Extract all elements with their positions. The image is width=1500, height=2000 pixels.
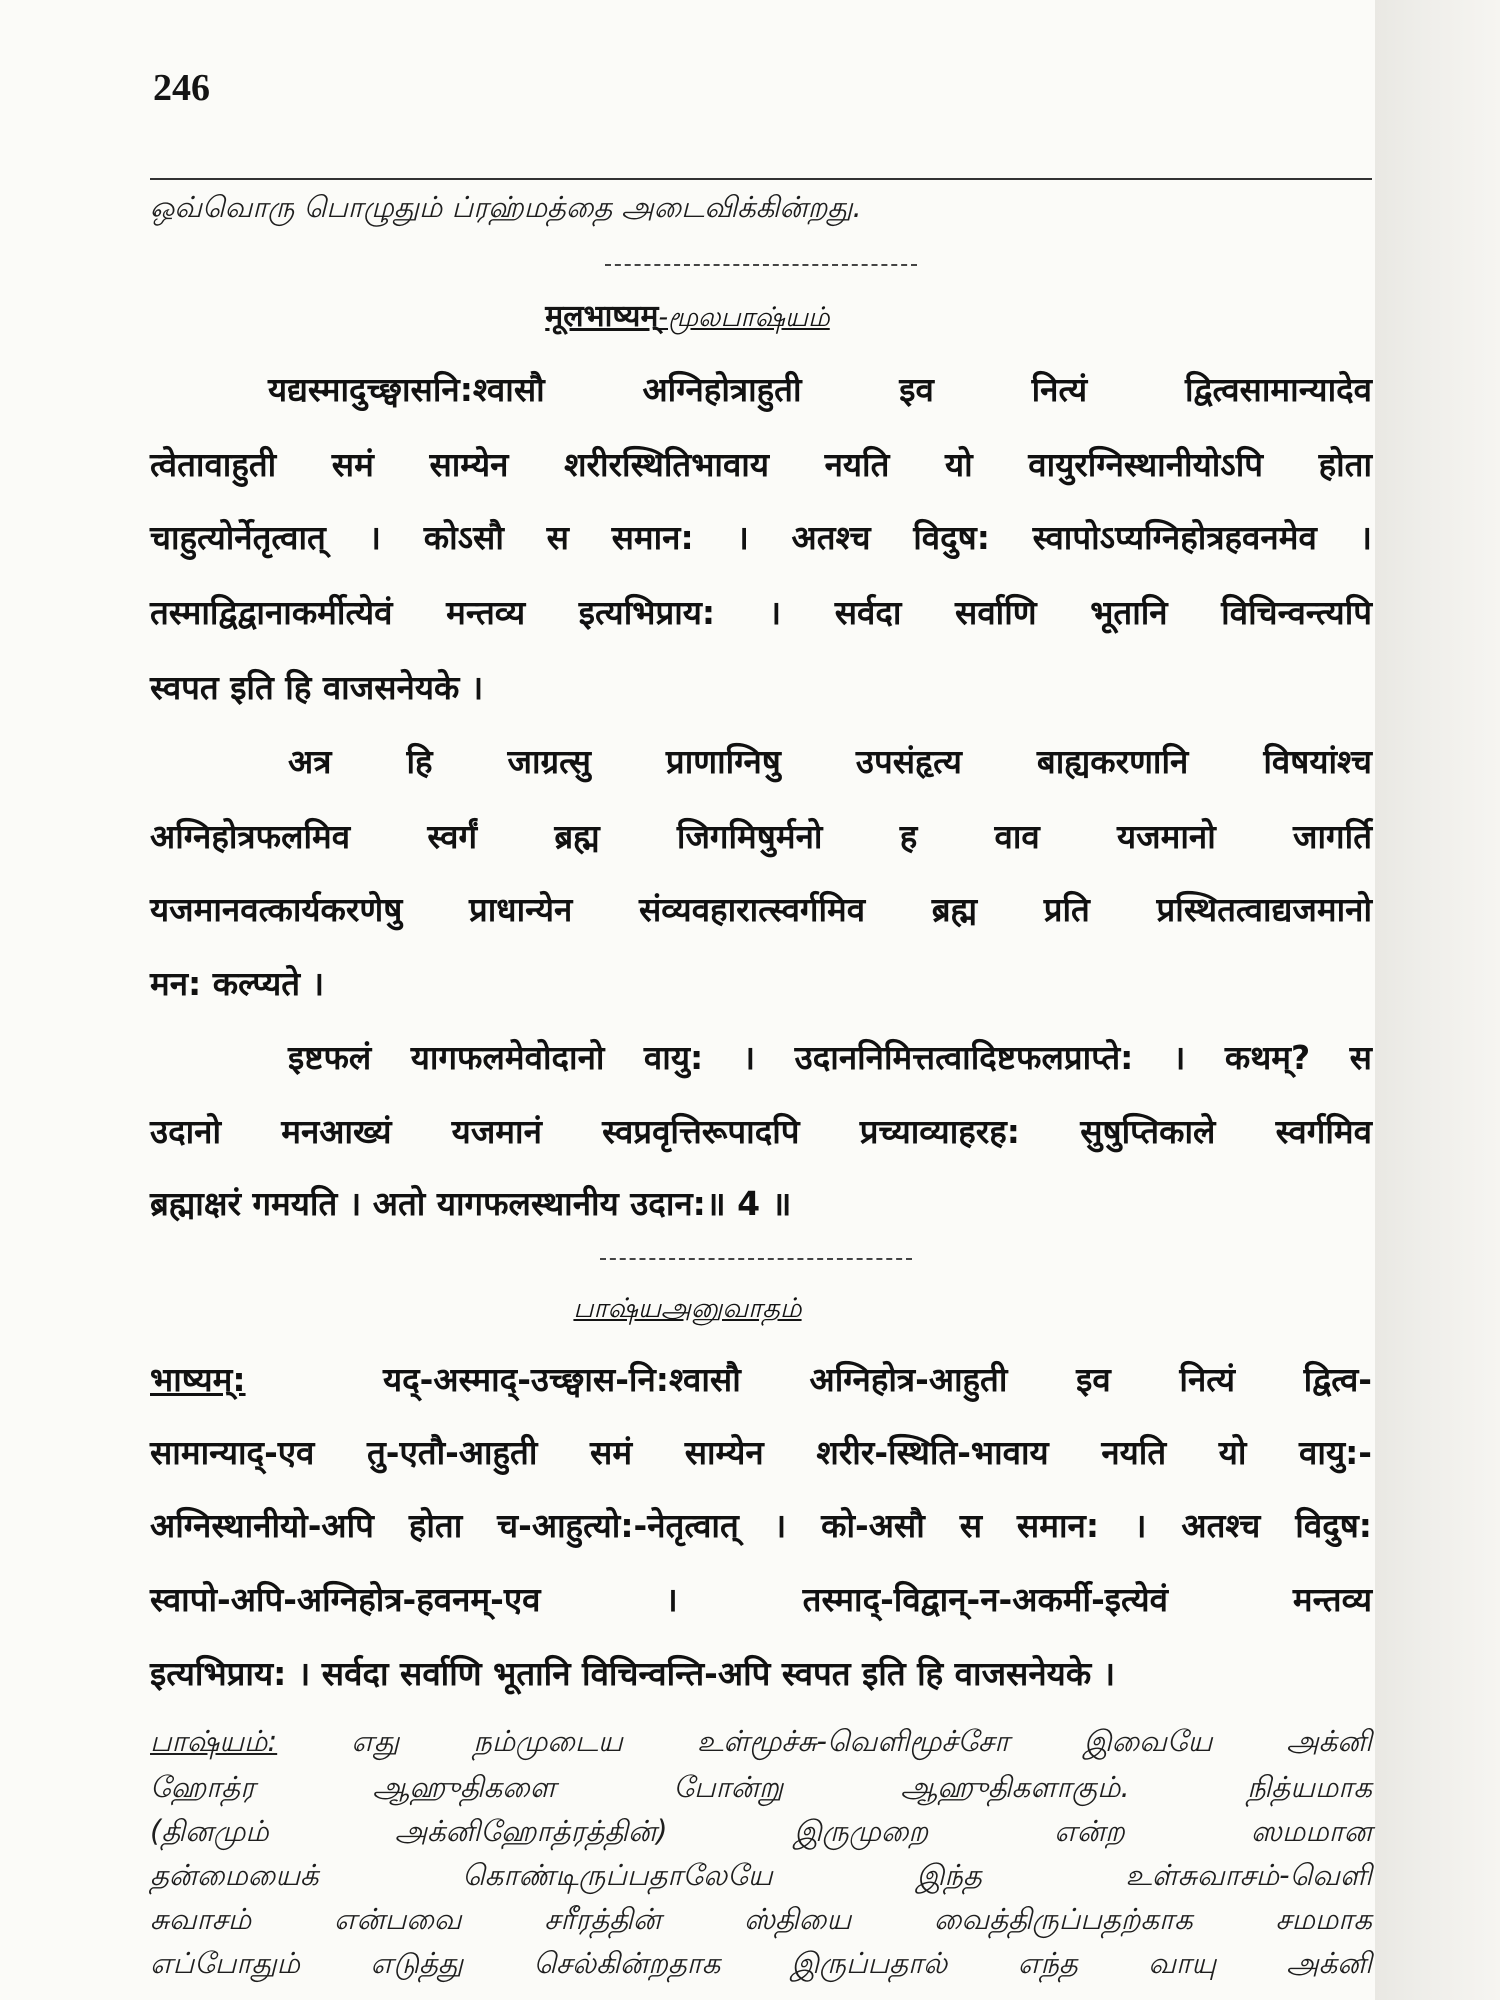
sanskrit-line: यजमानवत्कार्यकरणेषु प्राधान्येन संव्यवहारात्स्वर्गमिव ब्रह्म प्रति प्रस्थितत्वाद्यजमानो (150, 890, 1372, 929)
tamil-bhashyam-label: பாஷ்யம்: (150, 1724, 278, 1758)
sanskrit-line: अत्र हि जाग्रत्सु प्राणाग्निषु उपसंहृत्य बाह्यकरणानि विषयांश्च (288, 742, 1372, 781)
sanskrit-line: मन: कल्प्यते । (150, 964, 325, 1003)
tamil-line: தன்மையைக் கொண்டிருப்பதாலேயே இந்த உள்சுவாசம்-வெளி (150, 1858, 1372, 1892)
sanskrit-split-line: स्वापो-अपि-अग्निहोत्र-हवनम्-एव । तस्माद्-विद्वान्-न-अकर्मी-इत्येवं मन्तव्य (150, 1580, 1372, 1619)
bhashyam-label: भाष्यम्: (150, 1360, 246, 1399)
sanskrit-line: स्वपत इति हि वाजसनेयके । (150, 668, 484, 707)
tamil-line: சுவாசம் என்பவை சரீரத்தின் ஸ்தியை வைத்திருப்பதற்காக சமமாக (150, 1902, 1372, 1936)
page-number: 246 (153, 67, 210, 109)
intro-line: ஒவ்வொரு பொழுதும் ப்ரஹ்மத்தை அடைவிக்கின்றது. (150, 190, 862, 224)
sanskrit-split-line (150, 1356, 1372, 1401)
sanskrit-line: अग्निहोत्रफलमिव स्वर्गं ब्रह्म जिगमिषुर्मनो ह वाव यजमानो जागर्ति (150, 817, 1372, 856)
sanskrit-line: ब्रह्माक्षरं गमयति । अतो यागफलस्थानीय उदान:॥ 4 ॥ (150, 1184, 792, 1223)
sanskrit-line: चाहुत्योर्नेतृत्वात् । कोऽसौ स समान: । अतश्च विदुष: स्वापोऽप्यग्निहोत्रहवनमेव । (150, 518, 1372, 557)
sanskrit-split-text: यद्-अस्माद्-उच्छ्वास-नि:श्वासौ अग्निहोत्र-आहुती इव नित्यं द्वित्व- (382, 1360, 1372, 1399)
section-divider (605, 264, 917, 266)
section-divider (600, 1258, 912, 1260)
heading-tamil: பாஷ்யஅனுவாதம் (573, 1293, 802, 1324)
tamil-text: எது நம்முடைய உள்மூச்சு-வெளிமூச்சோ இவையே அக்னி (277, 1724, 1372, 1758)
heading-tamil: -மூலபாஷ்யம் (658, 302, 830, 333)
tamil-line: (தினமும் அக்னிஹோத்ரத்தின்) இருமுறை என்ற ஸமமான (150, 1814, 1372, 1848)
sanskrit-line: यद्यस्मादुच्छ्वासनि:श्वासौ अग्निहोत्राहुती इव नित्यं द्वित्वसामान्यादेव (268, 370, 1372, 409)
sanskrit-line: त्वेतावाहुती समं साम्येन शरीरस्थितिभावाय नयति यो वायुरग्निस्थानीयोऽपि होता (150, 445, 1372, 484)
sanskrit-line: तस्माद्विद्वानाकर्मीत्येवं मन्तव्य इत्यभिप्राय: । सर्वदा सर्वाणि भूतानि विचिन्वन्त्यपि (150, 593, 1372, 632)
tamil-line (150, 1724, 1372, 1762)
sanskrit-line: इष्टफलं यागफलमेवोदानो वायु: । उदाननिमित्तत्वादिष्टफलप्राप्ते: । कथम्? स (288, 1038, 1372, 1077)
tamil-line: எப்போதும் எடுத்து செல்கின்றதாக இருப்பதால் எந்த வாயு அக்னி (150, 1946, 1372, 1980)
section-heading-anuvadam (0, 1290, 1375, 1328)
sanskrit-split-line: अग्निस्थानीयो-अपि होता च-आहुत्यो:-नेतृत्वात् । को-असौ स समान: । अतश्च विदुष: (150, 1506, 1372, 1545)
tamil-line: ஹோத்ர ஆஹுதிகளை போன்று ஆஹுதிகளாகும். நித்யமாக (150, 1770, 1372, 1804)
page-gutter (1375, 0, 1500, 2000)
heading-sanskrit: मूलभाष्यम् (545, 299, 659, 334)
sanskrit-line: उदानो मनआख्यं यजमानं स्वप्रवृत्तिरूपादपि प्रच्याव्याहरह: सुषुप्तिकाले स्वर्गमिव (150, 1112, 1372, 1151)
header-rule (150, 178, 1372, 180)
sanskrit-split-line: इत्यभिप्राय: । सर्वदा सर्वाणि भूतानि विचिन्वन्ति-अपि स्वपत इति हि वाजसनेयके । (150, 1654, 1116, 1693)
section-heading-mulabhashyam (0, 294, 1375, 337)
sanskrit-split-line: सामान्याद्-एव तु-एतौ-आहुती समं साम्येन शरीर-स्थिति-भावाय नयति यो वायु:- (150, 1433, 1372, 1472)
